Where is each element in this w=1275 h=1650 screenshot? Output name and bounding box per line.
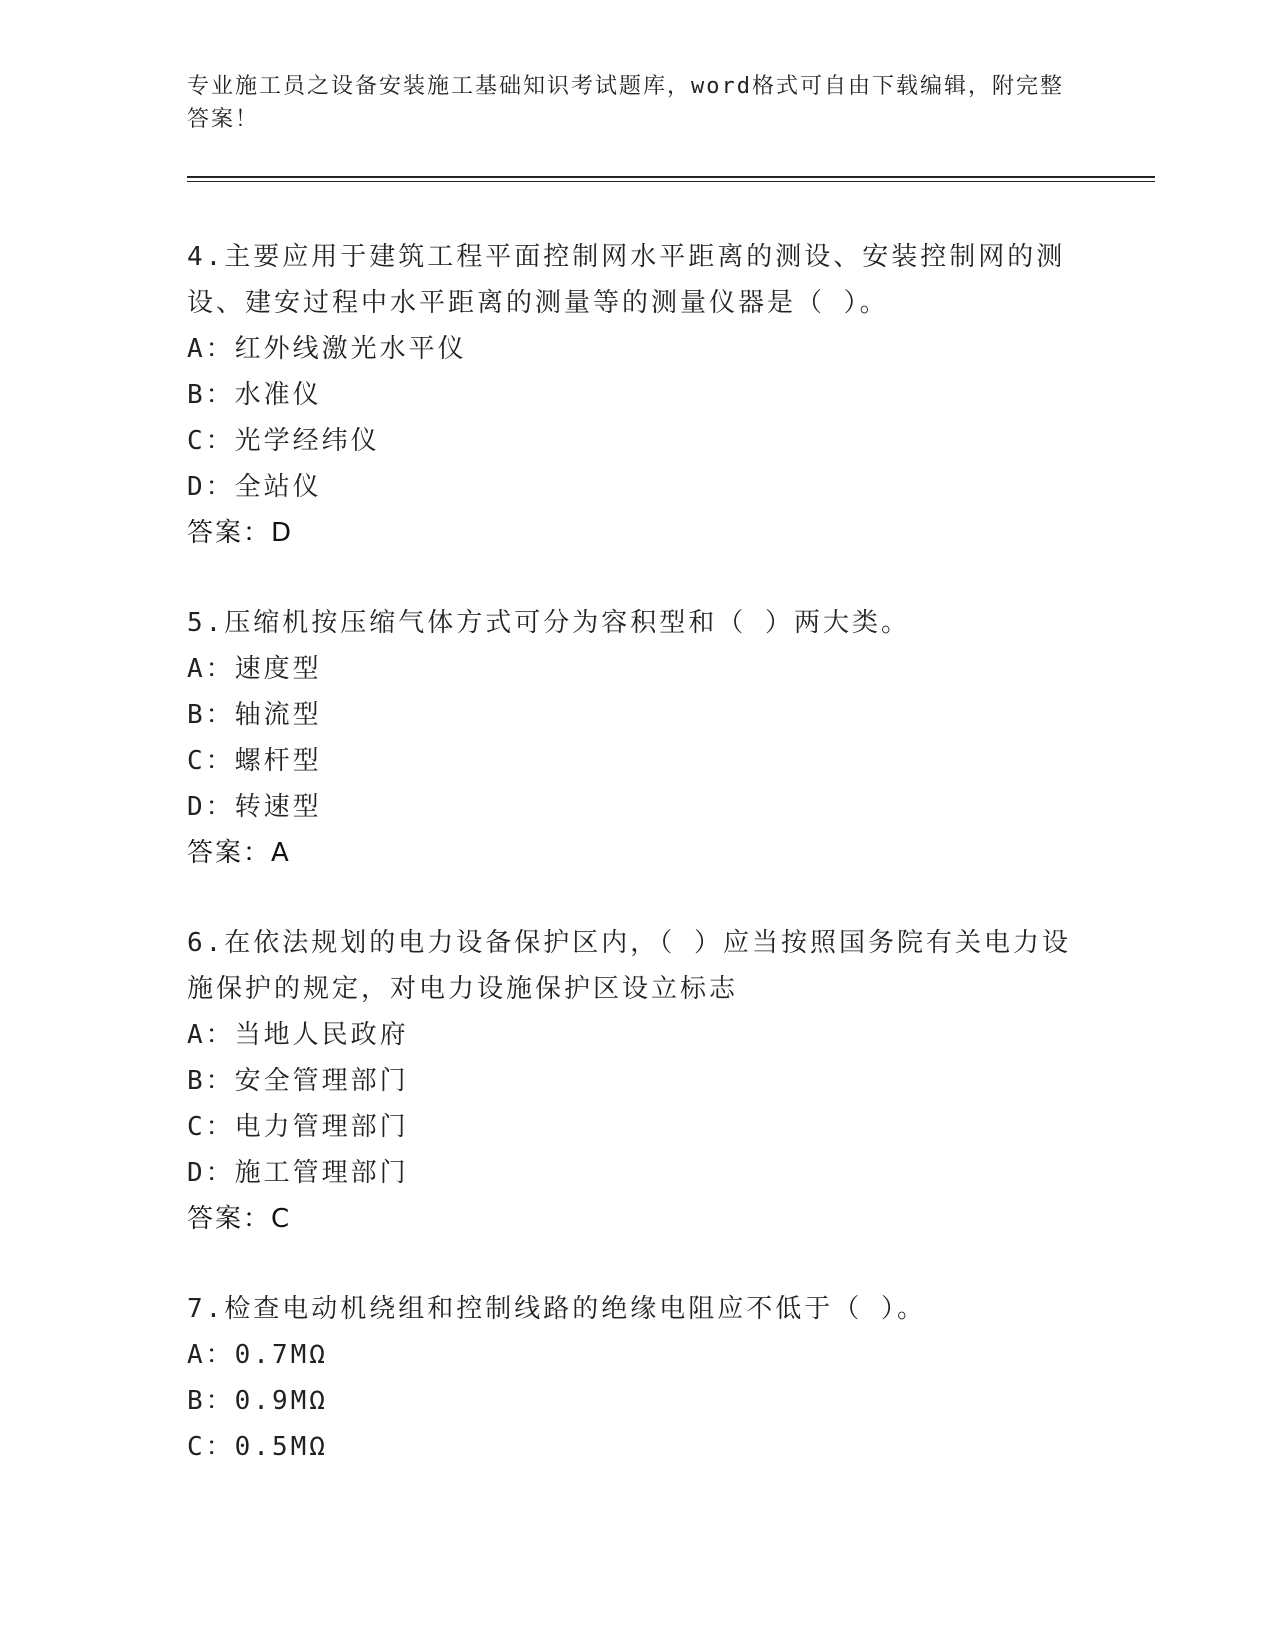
answer: 答案：A <box>187 838 291 868</box>
question-5 <box>187 600 1087 876</box>
option-d: D：施工管理部门 <box>187 1158 409 1188</box>
header-divider-thin <box>187 181 1155 182</box>
question-7 <box>187 1286 1087 1470</box>
option-b: B：水准仪 <box>187 380 322 410</box>
option-b: B：安全管理部门 <box>187 1066 409 1096</box>
option-a: A：红外线激光水平仪 <box>187 334 467 364</box>
question-4 <box>187 234 1087 556</box>
header-divider-thick <box>187 176 1155 178</box>
option-c: C：0.5MΩ <box>187 1432 328 1462</box>
option-a: A：当地人民政府 <box>187 1020 409 1050</box>
answer: 答案：D <box>187 518 294 548</box>
option-c: C：螺杆型 <box>187 746 322 776</box>
option-c: C：光学经纬仪 <box>187 426 380 456</box>
option-d: D：转速型 <box>187 792 322 822</box>
question-text: 5.压缩机按压缩气体方式可分为容积型和（ ）两大类。 <box>187 608 910 638</box>
option-b: B：轴流型 <box>187 700 322 730</box>
document-header: 专业施工员之设备安装施工基础知识考试题库，word格式可自由下载编辑，附完整答案！ <box>187 74 1064 132</box>
answer: 答案：C <box>187 1204 292 1234</box>
option-a: A：速度型 <box>187 654 322 684</box>
question-6 <box>187 920 1087 1242</box>
question-text: 4.主要应用于建筑工程平面控制网水平距离的测设、安装控制网的测设、建安过程中水平距离的测量等的测量仪器是（ ）。 <box>187 242 1066 318</box>
option-c: C：电力管理部门 <box>187 1112 409 1142</box>
option-b: B：0.9MΩ <box>187 1386 328 1416</box>
option-a: A：0.7MΩ <box>187 1340 328 1370</box>
question-text: 6.在依法规划的电力设备保护区内，（ ）应当按照国务院有关电力设施保护的规定，对电力设施保护区设立标志 <box>187 928 1071 1004</box>
question-list <box>187 234 1087 1514</box>
question-text: 7.检查电动机绕组和控制线路的绝缘电阻应不低于（ ）。 <box>187 1294 926 1324</box>
option-d: D：全站仪 <box>187 472 322 502</box>
